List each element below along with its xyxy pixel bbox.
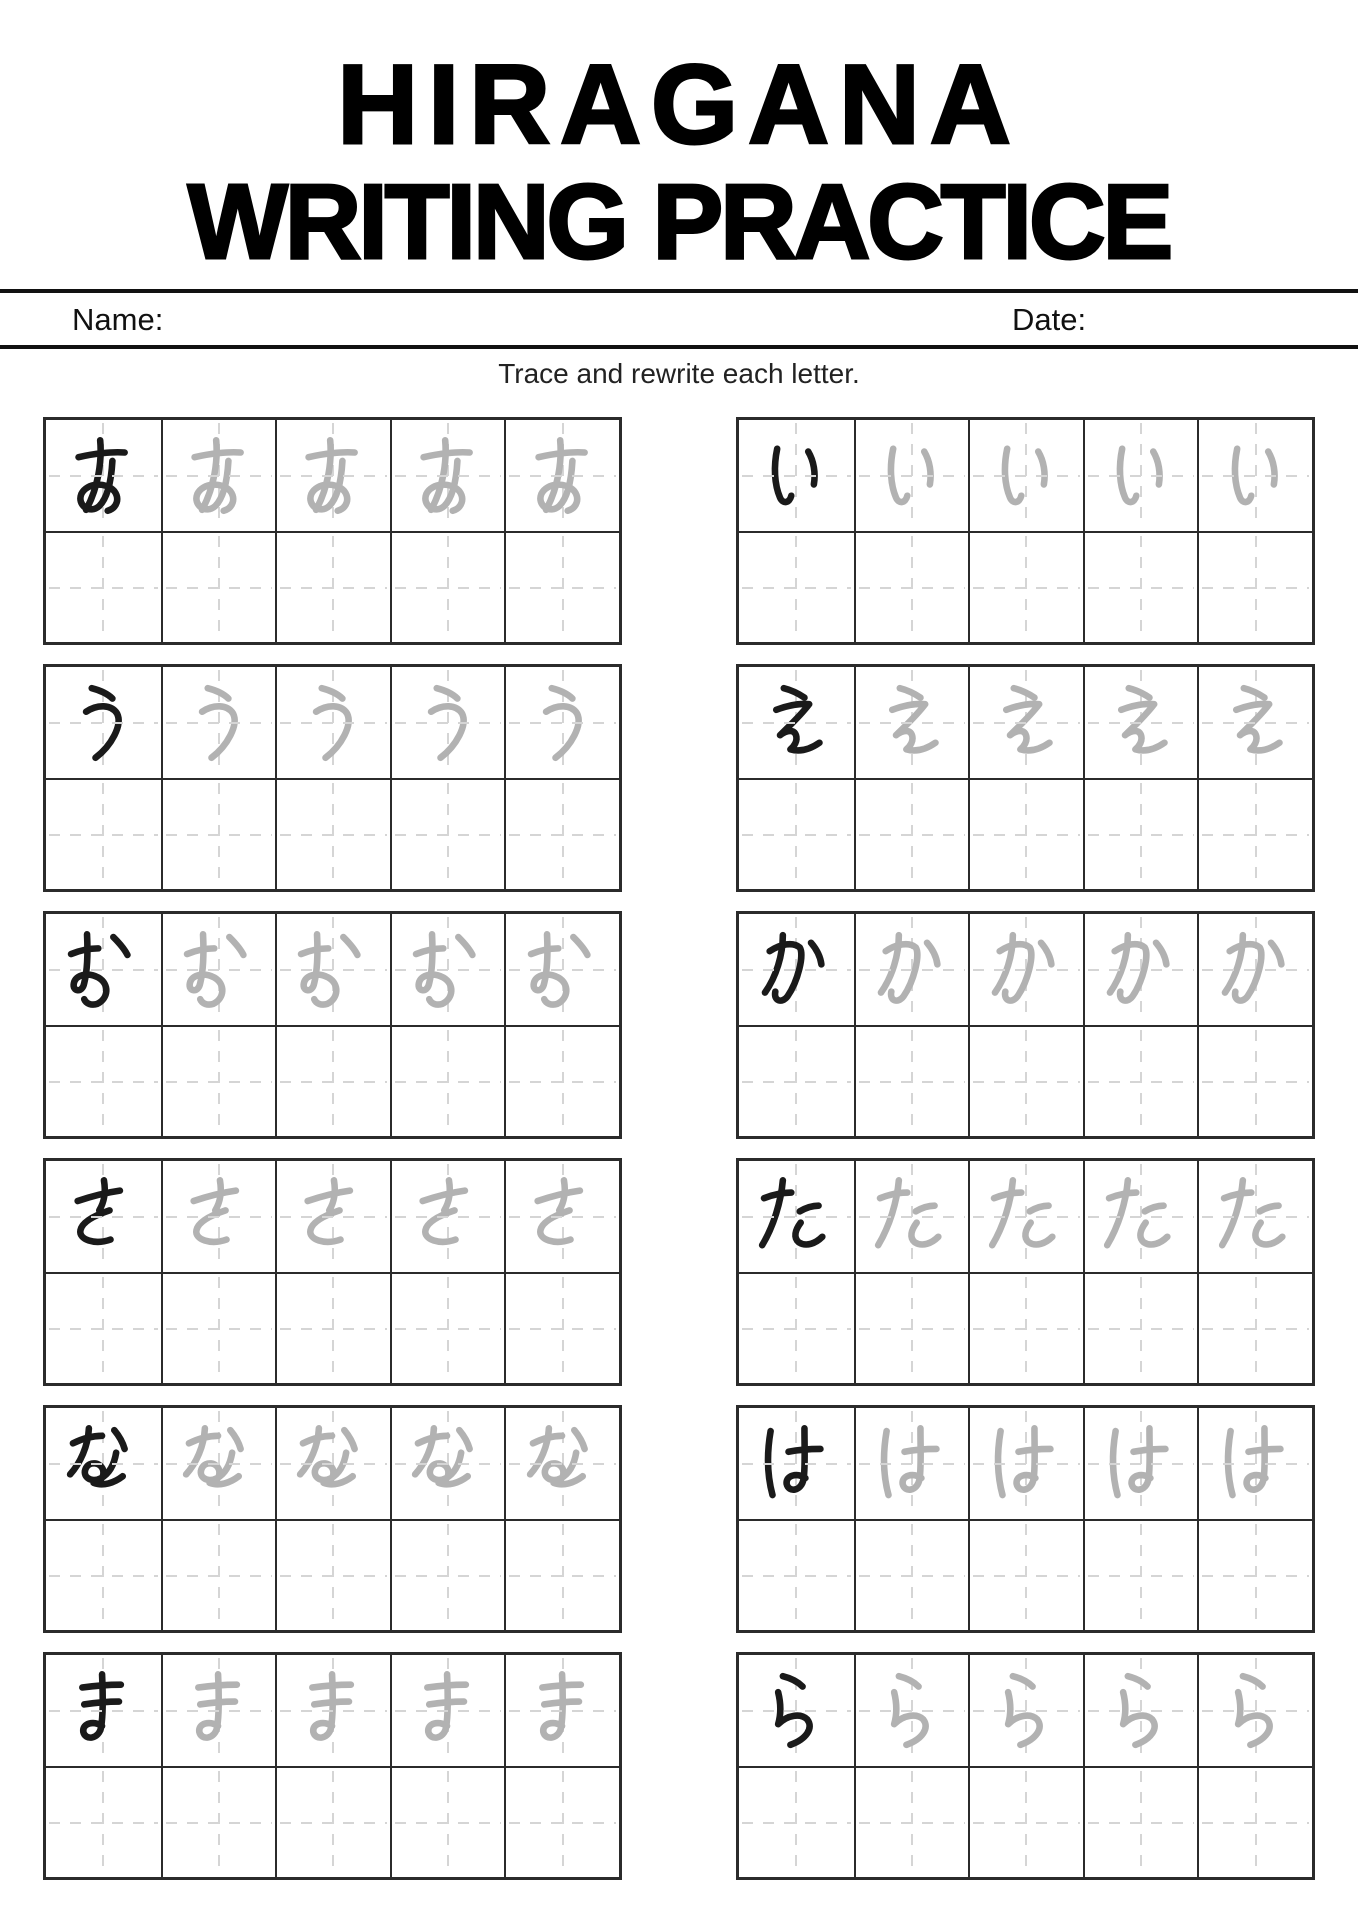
trace-char-cell-ha: [1197, 1408, 1312, 1519]
char-text: [448, 1216, 449, 1217]
trace-char-cell-na: [161, 1408, 276, 1519]
char-text: [333, 1216, 334, 1217]
char-text: [1026, 1710, 1027, 1711]
trace-char-cell-i: [968, 420, 1083, 531]
model-char-cell-ma: [46, 1655, 161, 1766]
rewrite-empty-cell-o: [275, 1025, 390, 1136]
hiragana-ka-glyph: [865, 923, 959, 1017]
char-text: [1141, 475, 1142, 476]
trace-char-cell-i: [1197, 420, 1312, 531]
rewrite-empty-cell-ta: [1197, 1272, 1312, 1383]
char-text: [333, 1463, 334, 1464]
rewrite-empty-cell-o: [504, 1025, 619, 1136]
trace-char-cell-ka: [854, 914, 969, 1025]
rewrite-empty-cell-a: [275, 531, 390, 642]
char-text: [103, 1463, 104, 1464]
hiragana-ra-glyph: [865, 1664, 959, 1758]
hiragana-u-glyph: [516, 676, 610, 770]
char-text: [448, 1710, 449, 1711]
trace-char-cell-e: [1083, 667, 1198, 778]
char-text: [333, 722, 334, 723]
hiragana-ta-glyph: [1209, 1170, 1303, 1264]
rewrite-empty-cell-ka: [739, 1025, 854, 1136]
rewrite-empty-cell-sa: [275, 1272, 390, 1383]
rewrite-empty-cell-e: [854, 778, 969, 889]
hiragana-ha-glyph: [749, 1417, 843, 1511]
rewrite-empty-cell-i: [854, 531, 969, 642]
hiragana-na-glyph: [286, 1417, 380, 1511]
char-text: [1026, 969, 1027, 970]
trace-char-cell-ra: [968, 1655, 1083, 1766]
hiragana-i-glyph: [749, 429, 843, 523]
char-text: [1141, 1710, 1142, 1711]
hiragana-sa-glyph: [172, 1170, 266, 1264]
practice-block-i: [736, 417, 1315, 645]
char-text: [562, 969, 563, 970]
char-text: [1141, 722, 1142, 723]
trace-char-cell-ra: [1197, 1655, 1312, 1766]
hiragana-o-glyph: [286, 923, 380, 1017]
practice-block-sa: [43, 1158, 622, 1386]
char-text: [103, 475, 104, 476]
char-text: [562, 1463, 563, 1464]
hiragana-e-glyph: [749, 676, 843, 770]
trace-char-cell-a: [275, 420, 390, 531]
hiragana-a-glyph: [401, 429, 495, 523]
char-text: [911, 1463, 912, 1464]
date-field-label: Date:: [1012, 302, 1087, 337]
practice-block-o: [43, 911, 622, 1139]
rewrite-empty-cell-a: [46, 531, 161, 642]
rewrite-empty-cell-na: [275, 1519, 390, 1630]
trace-char-cell-ma: [390, 1655, 505, 1766]
rewrite-empty-cell-i: [1197, 531, 1312, 642]
hiragana-i-glyph: [1094, 429, 1188, 523]
header-divider-top: [0, 289, 1358, 293]
trace-char-cell-ha: [854, 1408, 969, 1519]
page-title: [0, 42, 1358, 282]
char-text: [218, 969, 219, 970]
model-char-cell-ha: [739, 1408, 854, 1519]
practice-block-na: [43, 1405, 622, 1633]
char-text: [1026, 475, 1027, 476]
rewrite-empty-cell-ra: [1083, 1766, 1198, 1877]
rewrite-empty-cell-ha: [854, 1519, 969, 1630]
rewrite-empty-cell-ta: [854, 1272, 969, 1383]
rewrite-empty-cell-ta: [968, 1272, 1083, 1383]
hiragana-o-glyph: [56, 923, 150, 1017]
header-divider-bottom: [0, 345, 1358, 349]
rewrite-empty-cell-u: [504, 778, 619, 889]
hiragana-ra-glyph: [749, 1664, 843, 1758]
rewrite-empty-cell-e: [968, 778, 1083, 889]
model-char-cell-o: [46, 914, 161, 1025]
hiragana-ka-glyph: [1209, 923, 1303, 1017]
char-text: [218, 1710, 219, 1711]
rewrite-empty-cell-ha: [968, 1519, 1083, 1630]
hiragana-sa-glyph: [56, 1170, 150, 1264]
rewrite-empty-cell-a: [390, 531, 505, 642]
rewrite-empty-cell-ta: [1083, 1272, 1198, 1383]
trace-char-cell-ra: [1083, 1655, 1198, 1766]
hiragana-sa-glyph: [286, 1170, 380, 1264]
model-char-cell-ka: [739, 914, 854, 1025]
trace-char-cell-ma: [161, 1655, 276, 1766]
title-line-2: WRITING PRACTICE: [187, 163, 1171, 282]
char-text: [1141, 1216, 1142, 1217]
hiragana-ra-glyph: [1209, 1664, 1303, 1758]
rewrite-empty-cell-ka: [968, 1025, 1083, 1136]
practice-grid: [43, 417, 1315, 1880]
rewrite-empty-cell-ka: [1197, 1025, 1312, 1136]
hiragana-o-glyph: [172, 923, 266, 1017]
rewrite-empty-cell-ma: [390, 1766, 505, 1877]
trace-char-cell-i: [854, 420, 969, 531]
rewrite-empty-cell-ma: [161, 1766, 276, 1877]
rewrite-empty-cell-u: [161, 778, 276, 889]
trace-char-cell-na: [390, 1408, 505, 1519]
trace-char-cell-ha: [1083, 1408, 1198, 1519]
practice-block-ra: [736, 1652, 1315, 1880]
char-text: [911, 722, 912, 723]
trace-char-cell-na: [504, 1408, 619, 1519]
rewrite-empty-cell-u: [46, 778, 161, 889]
hiragana-a-glyph: [56, 429, 150, 523]
hiragana-ka-glyph: [1094, 923, 1188, 1017]
char-text: [796, 722, 797, 723]
trace-char-cell-ta: [1197, 1161, 1312, 1272]
char-text: [796, 475, 797, 476]
hiragana-ha-glyph: [1209, 1417, 1303, 1511]
rewrite-empty-cell-na: [46, 1519, 161, 1630]
hiragana-ra-glyph: [979, 1664, 1073, 1758]
trace-char-cell-u: [161, 667, 276, 778]
rewrite-empty-cell-i: [1083, 531, 1198, 642]
hiragana-na-glyph: [56, 1417, 150, 1511]
char-text: [333, 969, 334, 970]
char-text: [911, 969, 912, 970]
char-text: [448, 1463, 449, 1464]
char-text: [911, 1710, 912, 1711]
char-text: [448, 722, 449, 723]
hiragana-i-glyph: [1209, 429, 1303, 523]
hiragana-ma-glyph: [401, 1664, 495, 1758]
rewrite-empty-cell-o: [390, 1025, 505, 1136]
hiragana-ma-glyph: [56, 1664, 150, 1758]
char-text: [218, 1463, 219, 1464]
char-text: [796, 969, 797, 970]
char-text: [796, 1463, 797, 1464]
hiragana-ra-glyph: [1094, 1664, 1188, 1758]
trace-char-cell-o: [390, 914, 505, 1025]
hiragana-ha-glyph: [979, 1417, 1073, 1511]
trace-char-cell-ka: [968, 914, 1083, 1025]
rewrite-empty-cell-sa: [504, 1272, 619, 1383]
hiragana-ha-glyph: [1094, 1417, 1188, 1511]
hiragana-i-glyph: [979, 429, 1073, 523]
trace-char-cell-e: [968, 667, 1083, 778]
model-char-cell-ra: [739, 1655, 854, 1766]
char-text: [218, 475, 219, 476]
char-text: [562, 1216, 563, 1217]
hiragana-a-glyph: [286, 429, 380, 523]
hiragana-a-glyph: [172, 429, 266, 523]
rewrite-empty-cell-ma: [275, 1766, 390, 1877]
trace-char-cell-o: [161, 914, 276, 1025]
char-text: [1255, 1216, 1256, 1217]
rewrite-empty-cell-u: [275, 778, 390, 889]
rewrite-empty-cell-ra: [854, 1766, 969, 1877]
char-text: [1141, 1463, 1142, 1464]
name-field-label: Name:: [72, 302, 164, 337]
practice-block-ha: [736, 1405, 1315, 1633]
char-text: [1255, 1463, 1256, 1464]
char-text: [448, 475, 449, 476]
hiragana-ha-glyph: [865, 1417, 959, 1511]
rewrite-empty-cell-ka: [1083, 1025, 1198, 1136]
rewrite-empty-cell-ma: [504, 1766, 619, 1877]
trace-char-cell-ta: [1083, 1161, 1198, 1272]
trace-char-cell-na: [275, 1408, 390, 1519]
char-text: [333, 475, 334, 476]
hiragana-u-glyph: [172, 676, 266, 770]
rewrite-empty-cell-o: [161, 1025, 276, 1136]
trace-char-cell-a: [390, 420, 505, 531]
char-text: [103, 1216, 104, 1217]
char-text: [218, 722, 219, 723]
rewrite-empty-cell-e: [739, 778, 854, 889]
rewrite-empty-cell-ha: [1083, 1519, 1198, 1630]
trace-char-cell-u: [504, 667, 619, 778]
char-text: [1026, 1463, 1027, 1464]
char-text: [562, 1710, 563, 1711]
trace-char-cell-sa: [390, 1161, 505, 1272]
hiragana-ma-glyph: [172, 1664, 266, 1758]
trace-char-cell-sa: [275, 1161, 390, 1272]
trace-char-cell-u: [275, 667, 390, 778]
char-text: [1255, 722, 1256, 723]
trace-char-cell-i: [1083, 420, 1198, 531]
hiragana-ka-glyph: [979, 923, 1073, 1017]
model-char-cell-e: [739, 667, 854, 778]
practice-block-ka: [736, 911, 1315, 1139]
model-char-cell-i: [739, 420, 854, 531]
char-text: [796, 1710, 797, 1711]
rewrite-empty-cell-sa: [161, 1272, 276, 1383]
hiragana-u-glyph: [401, 676, 495, 770]
model-char-cell-ta: [739, 1161, 854, 1272]
rewrite-empty-cell-ra: [968, 1766, 1083, 1877]
rewrite-empty-cell-u: [390, 778, 505, 889]
trace-char-cell-ma: [504, 1655, 619, 1766]
hiragana-ta-glyph: [979, 1170, 1073, 1264]
title-line-1: HIRAGANA: [337, 42, 1021, 168]
trace-char-cell-ta: [854, 1161, 969, 1272]
rewrite-empty-cell-ra: [1197, 1766, 1312, 1877]
rewrite-empty-cell-ka: [854, 1025, 969, 1136]
hiragana-e-glyph: [1094, 676, 1188, 770]
char-text: [1255, 969, 1256, 970]
practice-block-a: [43, 417, 622, 645]
hiragana-ta-glyph: [749, 1170, 843, 1264]
hiragana-o-glyph: [401, 923, 495, 1017]
char-text: [1141, 969, 1142, 970]
char-text: [1255, 1710, 1256, 1711]
char-text: [1255, 475, 1256, 476]
trace-char-cell-u: [390, 667, 505, 778]
hiragana-a-glyph: [516, 429, 610, 523]
char-text: [448, 969, 449, 970]
practice-block-ma: [43, 1652, 622, 1880]
hiragana-ta-glyph: [1094, 1170, 1188, 1264]
char-text: [103, 722, 104, 723]
trace-char-cell-e: [1197, 667, 1312, 778]
hiragana-e-glyph: [1209, 676, 1303, 770]
rewrite-empty-cell-na: [504, 1519, 619, 1630]
model-char-cell-a: [46, 420, 161, 531]
trace-char-cell-e: [854, 667, 969, 778]
trace-char-cell-o: [275, 914, 390, 1025]
trace-char-cell-sa: [161, 1161, 276, 1272]
hiragana-na-glyph: [516, 1417, 610, 1511]
rewrite-empty-cell-ta: [739, 1272, 854, 1383]
model-char-cell-u: [46, 667, 161, 778]
rewrite-empty-cell-ma: [46, 1766, 161, 1877]
hiragana-na-glyph: [401, 1417, 495, 1511]
trace-char-cell-ra: [854, 1655, 969, 1766]
hiragana-sa-glyph: [401, 1170, 495, 1264]
rewrite-empty-cell-e: [1197, 778, 1312, 889]
rewrite-empty-cell-i: [739, 531, 854, 642]
practice-block-e: [736, 664, 1315, 892]
char-text: [103, 969, 104, 970]
hiragana-ma-glyph: [286, 1664, 380, 1758]
rewrite-empty-cell-i: [968, 531, 1083, 642]
hiragana-o-glyph: [516, 923, 610, 1017]
char-text: [218, 1216, 219, 1217]
rewrite-empty-cell-sa: [46, 1272, 161, 1383]
char-text: [562, 722, 563, 723]
model-char-cell-na: [46, 1408, 161, 1519]
rewrite-empty-cell-sa: [390, 1272, 505, 1383]
hiragana-u-glyph: [286, 676, 380, 770]
hiragana-i-glyph: [865, 429, 959, 523]
rewrite-empty-cell-a: [161, 531, 276, 642]
rewrite-empty-cell-ha: [739, 1519, 854, 1630]
rewrite-empty-cell-e: [1083, 778, 1198, 889]
trace-char-cell-ka: [1083, 914, 1198, 1025]
char-text: [911, 475, 912, 476]
char-text: [911, 1216, 912, 1217]
hiragana-ka-glyph: [749, 923, 843, 1017]
hiragana-e-glyph: [979, 676, 1073, 770]
practice-block-ta: [736, 1158, 1315, 1386]
rewrite-empty-cell-ha: [1197, 1519, 1312, 1630]
trace-char-cell-sa: [504, 1161, 619, 1272]
trace-char-cell-ma: [275, 1655, 390, 1766]
rewrite-empty-cell-o: [46, 1025, 161, 1136]
rewrite-empty-cell-ra: [739, 1766, 854, 1877]
char-text: [1026, 722, 1027, 723]
hiragana-ma-glyph: [516, 1664, 610, 1758]
trace-char-cell-ha: [968, 1408, 1083, 1519]
hiragana-ta-glyph: [865, 1170, 959, 1264]
trace-char-cell-a: [504, 420, 619, 531]
instruction-text: Trace and rewrite each letter.: [498, 358, 860, 389]
char-text: [333, 1710, 334, 1711]
trace-char-cell-o: [504, 914, 619, 1025]
hiragana-sa-glyph: [516, 1170, 610, 1264]
hiragana-na-glyph: [172, 1417, 266, 1511]
char-text: [562, 475, 563, 476]
char-text: [103, 1710, 104, 1711]
trace-char-cell-ka: [1197, 914, 1312, 1025]
rewrite-empty-cell-na: [161, 1519, 276, 1630]
char-text: [796, 1216, 797, 1217]
trace-char-cell-ta: [968, 1161, 1083, 1272]
rewrite-empty-cell-na: [390, 1519, 505, 1630]
trace-char-cell-a: [161, 420, 276, 531]
rewrite-empty-cell-a: [504, 531, 619, 642]
hiragana-u-glyph: [56, 676, 150, 770]
hiragana-e-glyph: [865, 676, 959, 770]
char-text: [1026, 1216, 1027, 1217]
model-char-cell-sa: [46, 1161, 161, 1272]
practice-block-u: [43, 664, 622, 892]
